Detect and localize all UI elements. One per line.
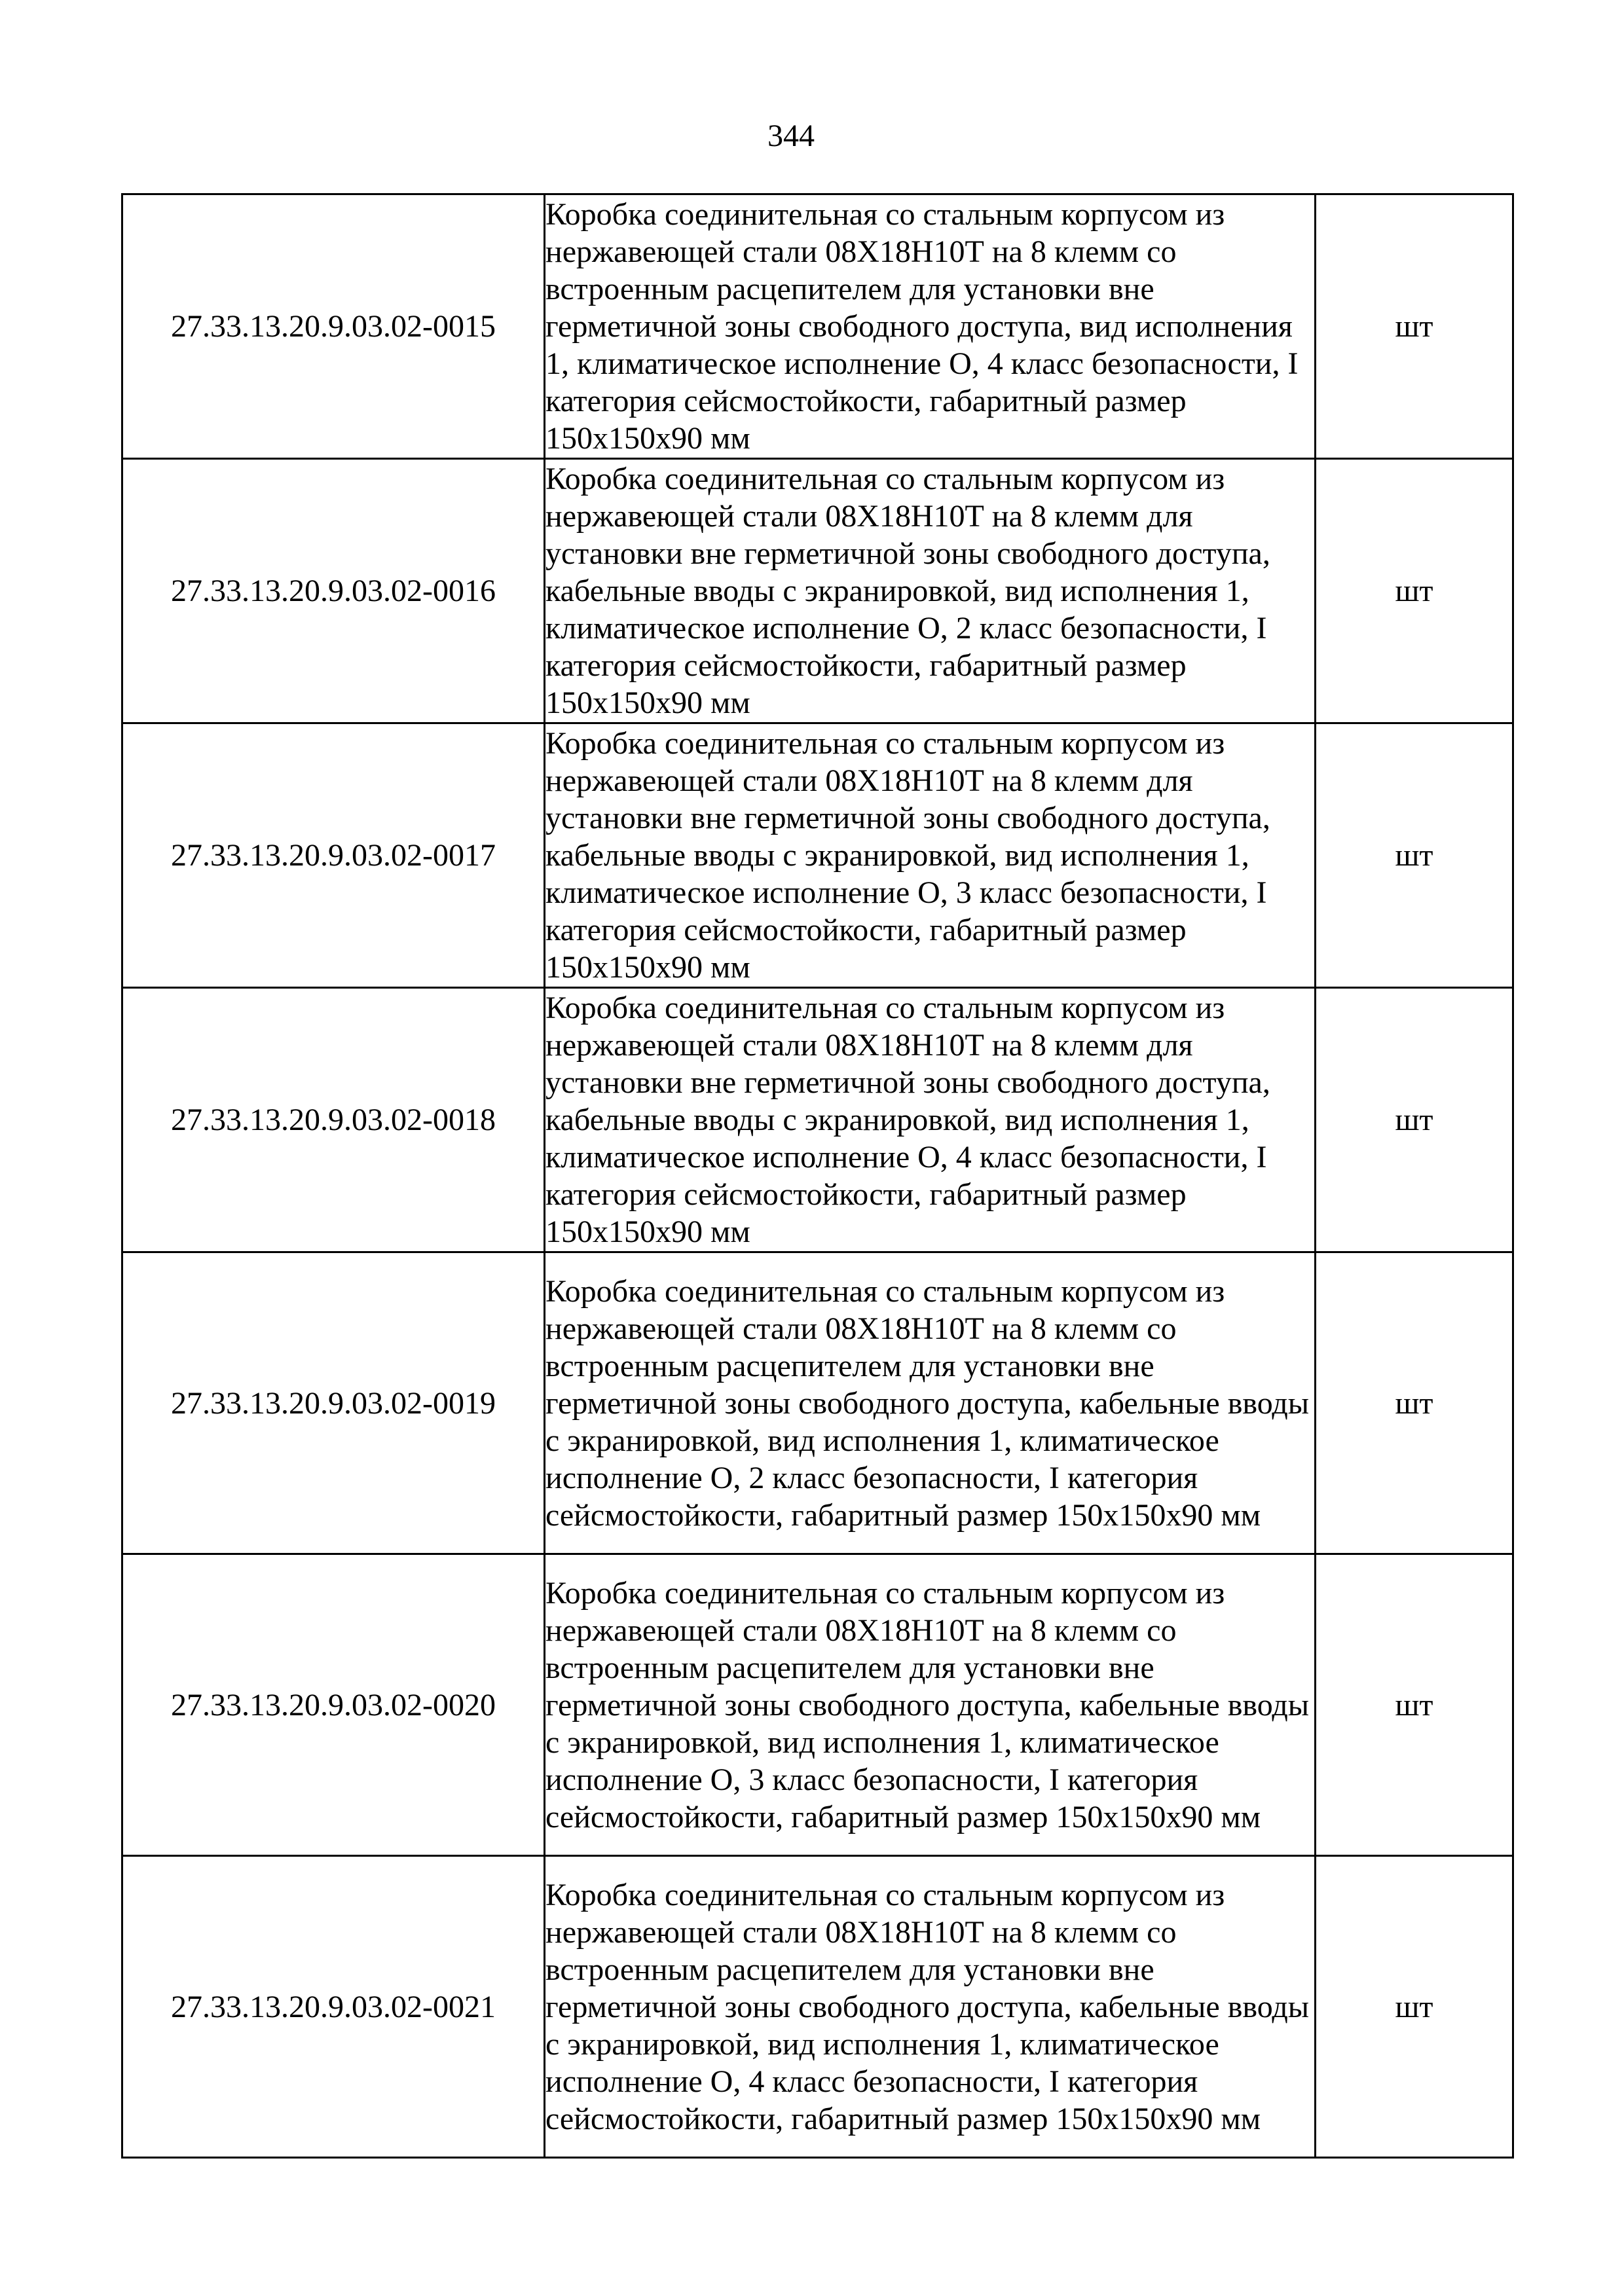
row-description: Коробка соединительная со стальным корпусом из нержавеющей стали 08Х18Н10Т на 8 клемм со встроенным расцепителем для установки вне герметичной зоны свободного доступа, вид исполнения 1, климатическое исполнение О, 4 класс безопасности, I категория сейсмостойкости, габаритный размер 150х150х90 мм: [545, 194, 1316, 459]
row-unit: шт: [1316, 1252, 1513, 1554]
row-unit: шт: [1316, 1856, 1513, 2158]
row-code: 27.33.13.20.9.03.02-0017: [122, 723, 545, 988]
row-description: Коробка соединительная со стальным корпусом из нержавеющей стали 08Х18Н10Т на 8 клемм со встроенным расцепителем для установки вне герметичной зоны свободного доступа, кабельные вводы с экранировкой, вид исполнения 1, климатическое исполнение О, 3 класс безопасности, I категория сейсмостойкости, габаритный размер 150х150х90 мм: [545, 1554, 1316, 1856]
table-row: [122, 1856, 1513, 2158]
table-row: [122, 459, 1513, 723]
row-description: Коробка соединительная со стальным корпусом из нержавеющей стали 08Х18Н10Т на 8 клемм для установки вне герметичной зоны свободного доступа, кабельные вводы с экранировкой, вид исполнения 1, климатическое исполнение О, 4 класс безопасности, I категория сейсмостойкости, габаритный размер 150х150х90 мм: [545, 988, 1316, 1252]
row-unit: шт: [1316, 1554, 1513, 1856]
row-description: Коробка соединительная со стальным корпусом из нержавеющей стали 08Х18Н10Т на 8 клемм для установки вне герметичной зоны свободного доступа, кабельные вводы с экранировкой, вид исполнения 1, климатическое исполнение О, 2 класс безопасности, I категория сейсмостойкости, габаритный размер 150х150х90 мм: [545, 459, 1316, 723]
table-row: [122, 988, 1513, 1252]
table-row: [122, 194, 1513, 459]
row-unit: шт: [1316, 723, 1513, 988]
table-row: [122, 723, 1513, 988]
row-code: 27.33.13.20.9.03.02-0019: [122, 1252, 545, 1554]
table-row: [122, 1554, 1513, 1856]
row-code: 27.33.13.20.9.03.02-0021: [122, 1856, 545, 2158]
spec-table: [121, 193, 1514, 2159]
row-code: 27.33.13.20.9.03.02-0020: [122, 1554, 545, 1856]
table-row: [122, 1252, 1513, 1554]
row-code: 27.33.13.20.9.03.02-0018: [122, 988, 545, 1252]
row-unit: шт: [1316, 194, 1513, 459]
row-unit: шт: [1316, 988, 1513, 1252]
row-description: Коробка соединительная со стальным корпусом из нержавеющей стали 08Х18Н10Т на 8 клемм для установки вне герметичной зоны свободного доступа, кабельные вводы с экранировкой, вид исполнения 1, климатическое исполнение О, 3 класс безопасности, I категория сейсмостойкости, габаритный размер 150х150х90 мм: [545, 723, 1316, 988]
row-description: Коробка соединительная со стальным корпусом из нержавеющей стали 08Х18Н10Т на 8 клемм со встроенным расцепителем для установки вне герметичной зоны свободного доступа, кабельные вводы с экранировкой, вид исполнения 1, климатическое исполнение О, 4 класс безопасности, I категория сейсмостойкости, габаритный размер 150х150х90 мм: [545, 1856, 1316, 2158]
page-number: 344: [767, 118, 815, 153]
row-description: Коробка соединительная со стальным корпусом из нержавеющей стали 08Х18Н10Т на 8 клемм со встроенным расцепителем для установки вне герметичной зоны свободного доступа, кабельные вводы с экранировкой, вид исполнения 1, климатическое исполнение О, 2 класс безопасности, I категория сейсмостойкости, габаритный размер 150х150х90 мм: [545, 1252, 1316, 1554]
row-code: 27.33.13.20.9.03.02-0015: [122, 194, 545, 459]
row-unit: шт: [1316, 459, 1513, 723]
row-code: 27.33.13.20.9.03.02-0016: [122, 459, 545, 723]
